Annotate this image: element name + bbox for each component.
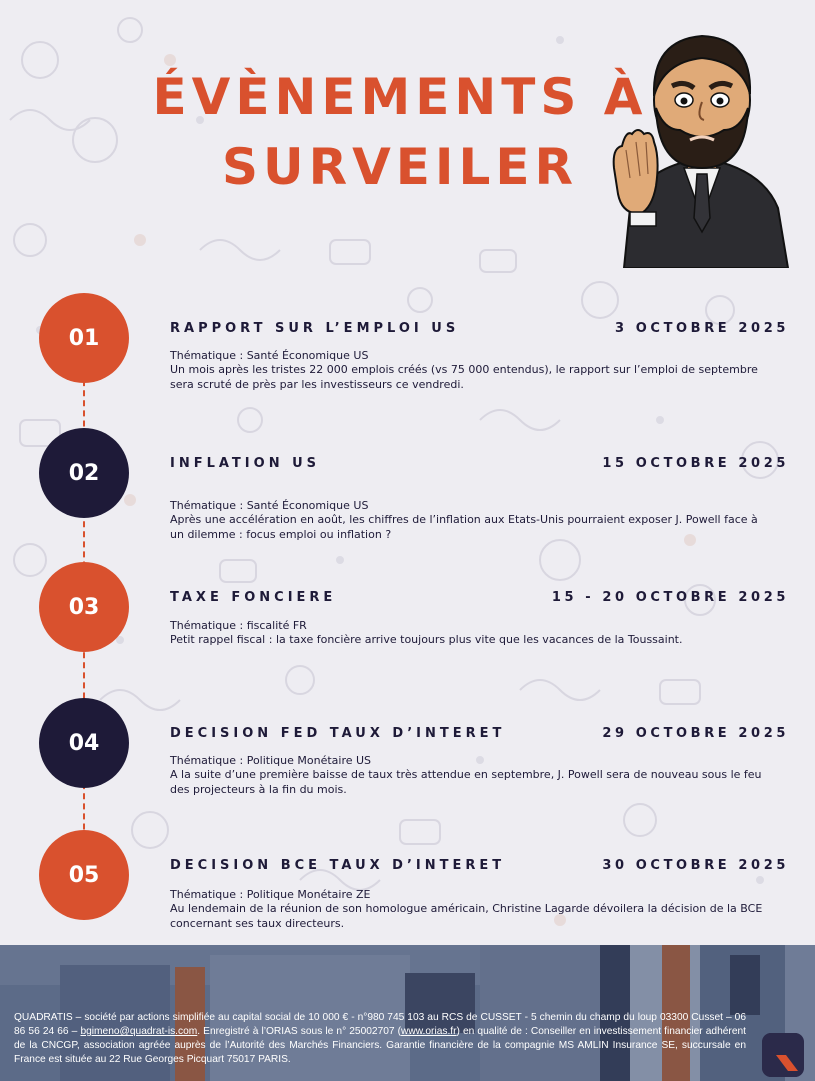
- footer-text-start: QUADRATIS – société par actions simplifiée au capital social de 10 000 € - n°980 745 103 au RCS de CUSSET - 5 chemin du champ du loup 03300 Cusset – 06 86 56 24 66 –: [14, 1012, 746, 1037]
- event-item: [0, 858, 815, 958]
- footer: [0, 945, 815, 1081]
- page-title: [150, 62, 650, 202]
- event-date: 30 OCTOBRE 2025: [602, 858, 789, 873]
- event-date: 15 OCTOBRE 2025: [602, 456, 789, 471]
- page-title-line1: ÉVÈNEMENTS À: [152, 68, 648, 126]
- event-number-badge: 02: [39, 428, 129, 518]
- event-title: TAXE FONCIERE: [170, 590, 337, 605]
- event-item: [0, 726, 815, 826]
- event-date: 29 OCTOBRE 2025: [602, 726, 789, 741]
- event-theme: Thématique : Santé Économique US: [170, 349, 369, 362]
- event-theme: Thématique : Santé Économique US: [170, 499, 369, 512]
- event-title: INFLATION US: [170, 456, 321, 471]
- event-description: Après une accélération en août, les chiffres de l’inflation aux Etats-Unis pourraient exposer J. Powell face à un dilemme : focus emploi ou inflation ?: [170, 513, 758, 541]
- footer-legal-text: [14, 1011, 746, 1067]
- event-description: Un mois après les tristes 22 000 emplois créés (vs 75 000 entendus), le rapport sur l’emploi de septembre sera scruté de près par les investisseurs ce vendredi.: [170, 363, 758, 391]
- quadratis-logo-icon: [762, 1033, 804, 1077]
- event-description: Au lendemain de la réunion de son homologue américain, Christine Lagarde dévoilera la décision de la BCE concernant ses taux directeurs.: [170, 902, 763, 930]
- event-theme: Thématique : fiscalité FR: [170, 619, 307, 632]
- event-number-badge: 04: [39, 698, 129, 788]
- event-title: DECISION FED TAUX D’INTERET: [170, 726, 506, 741]
- event-description: A la suite d’une première baisse de taux très attendue en septembre, J. Powell sera de nouveau sous le feu des projecteurs à la fin du mois.: [170, 768, 762, 796]
- footer-email-link[interactable]: bgimeno@quadrat-is.com: [80, 1026, 198, 1037]
- footer-text-mid: . Enregistré à l’ORIAS sous le n° 25002707 (: [197, 1026, 402, 1037]
- event-item: [0, 590, 815, 690]
- event-number-badge: 03: [39, 562, 129, 652]
- event-item: [0, 321, 815, 421]
- event-number-badge: 01: [39, 293, 129, 383]
- event-date: 15 - 20 OCTOBRE 2025: [551, 590, 789, 605]
- event-theme: Thématique : Politique Monétaire ZE: [170, 888, 371, 901]
- footer-text-end: ) en qualité de : Conseiller en investissement financier adhérent de la CNCGP, association agréée auprès de l’Autorité des Marchés Financiers. Garantie financière de la compagnie MS AMLIN Insurance SE, succursale en France est située au 22 Rue Georges Picquart 75017 PARIS.: [14, 1026, 746, 1065]
- page-title-line2: SURVEILER: [221, 138, 579, 196]
- event-date: 3 OCTOBRE 2025: [615, 321, 789, 336]
- footer-orias-link[interactable]: www.orias.fr: [401, 1026, 457, 1037]
- event-title: DECISION BCE TAUX D’INTERET: [170, 858, 506, 873]
- event-item: [0, 456, 815, 556]
- event-theme: Thématique : Politique Monétaire US: [170, 754, 372, 767]
- event-number-badge: 05: [39, 830, 129, 920]
- event-title: RAPPORT SUR L’EMPLOI US: [170, 321, 460, 336]
- event-description: Petit rappel fiscal : la taxe foncière arrive toujours plus vite que les vacances de la Toussaint.: [170, 633, 683, 646]
- businessman-avatar-illustration: [612, 18, 792, 268]
